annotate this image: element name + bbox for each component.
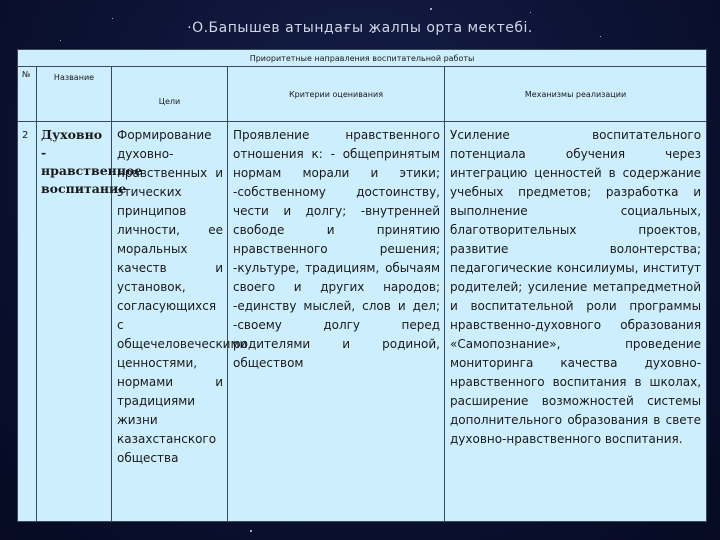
- star-decoration: [600, 36, 601, 37]
- column-header-name: Название: [37, 67, 112, 122]
- column-header-criteria: Критерии оценивания: [228, 67, 445, 122]
- priority-table: [17, 49, 707, 522]
- star-decoration: [60, 40, 61, 41]
- row-name-cell: Духовно - нравственное воспитание: [37, 122, 112, 522]
- row-goals-cell: Формирование духовно-нравственных и этических принципов личности, ее моральных качеств и установок, согласующихся с общечеловеческими ценностями, нормами и традициями жизни казахстанского общества: [112, 122, 228, 522]
- star-decoration: [112, 18, 113, 19]
- column-header-mechanisms: Механизмы реализации: [445, 67, 707, 122]
- star-decoration: [430, 8, 432, 10]
- row-mechanisms-cell: Усиление воспитательного потенциала обучения через интеграцию ценностей в содержание учебных предметов; разработка и выполнение социальных, благотворительных проектов, развитие волонтерства; педагогические консилиумы, институт родителей; усиление метапредметной и воспитательной роли программы нравственно-духовного образования «Самопознание», проведение мониторинга качества духовно-нравственного воспитания в школах, расширение возможностей системы дополнительного образования в свете духовно-нравственного воспитания.: [445, 122, 707, 522]
- page-title: ·О.Бапышев атындағы жалпы орта мектебі.: [187, 20, 533, 36]
- star-decoration: [530, 12, 531, 13]
- column-header-number: №: [18, 67, 37, 122]
- table-header-main: Приоритетные направления воспитательной работы: [18, 50, 707, 67]
- row-number-cell: 2: [18, 122, 37, 522]
- star-decoration: [250, 530, 252, 532]
- column-header-goals: Цели: [112, 67, 228, 122]
- row-criteria-cell: Проявление нравственного отношения к: - общепринятым нормам морали и этики; -собственному достоинству, чести и долгу; -внутренней свободе и принятию нравственного решения; -культуре, традициям, обычаям своего и других народов; -единству мыслей, слов и дел; -своему долгу перед родителями и родиной, обществом: [228, 122, 445, 522]
